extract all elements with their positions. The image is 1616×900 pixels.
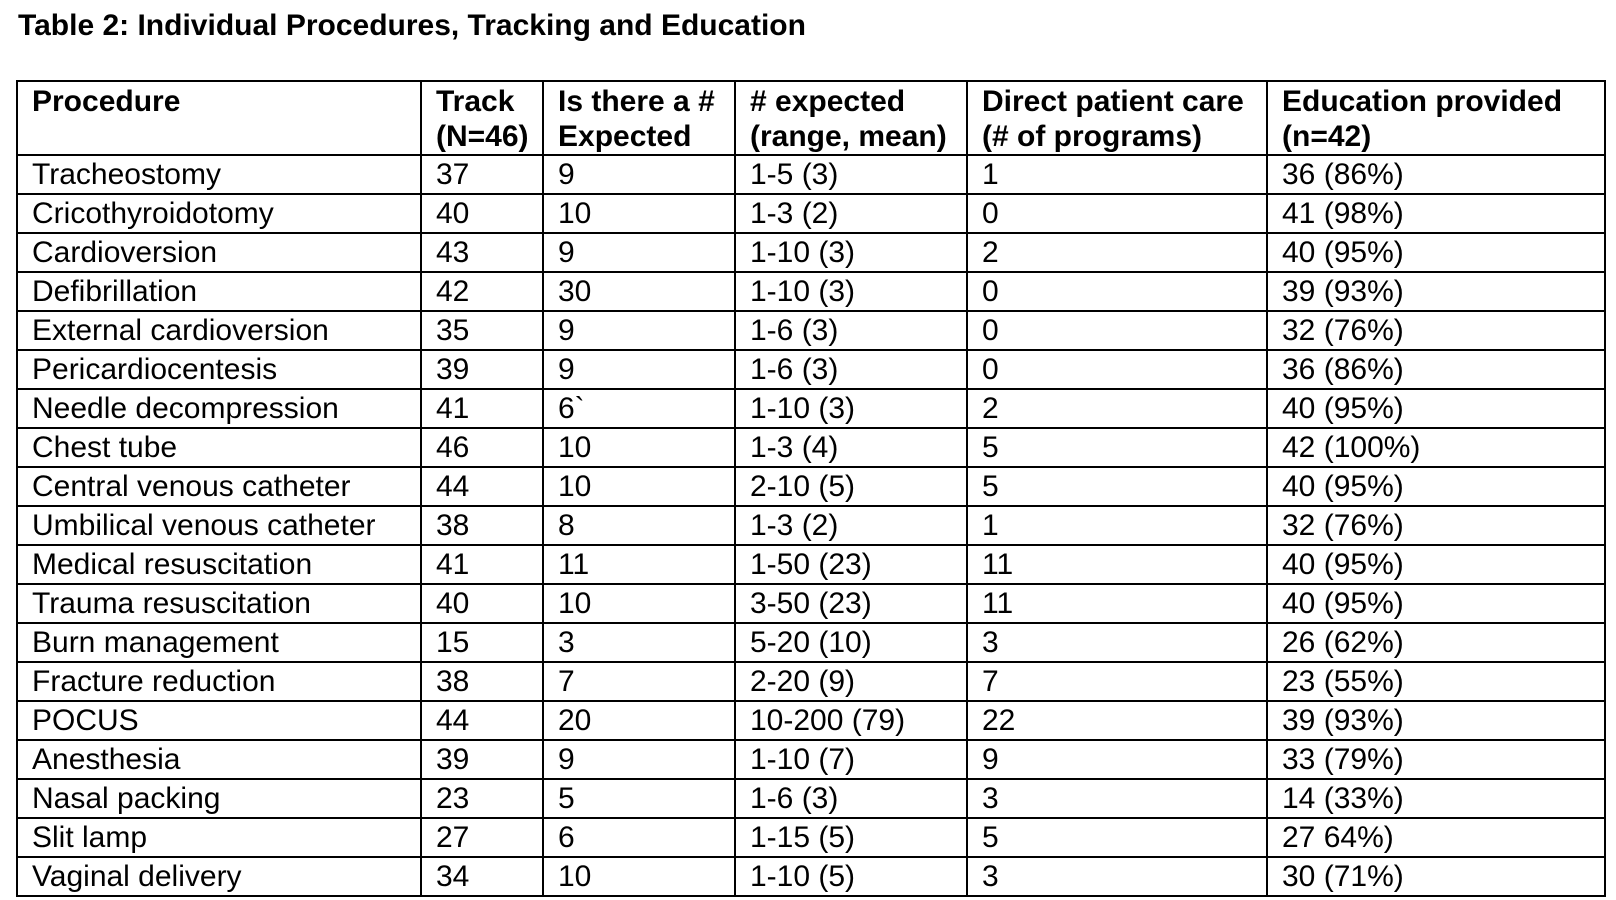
header-line: Procedure <box>32 85 181 118</box>
cell-education-provided: 36 (86%) <box>1267 155 1605 194</box>
cell-num-expected: 1-10 (5) <box>735 857 967 896</box>
cell-education-provided: 26 (62%) <box>1267 623 1605 662</box>
cell-num-expected: 1-3 (2) <box>735 194 967 233</box>
cell-procedure: Defibrillation <box>17 272 421 311</box>
cell-direct-patient-care: 0 <box>967 272 1267 311</box>
header-is-expected <box>543 81 735 155</box>
header-line: Direct patient care <box>982 85 1244 118</box>
table-row <box>17 584 1605 623</box>
header-line: (N=46) <box>436 120 529 153</box>
cell-direct-patient-care: 3 <box>967 857 1267 896</box>
cell-procedure: Trauma resuscitation <box>17 584 421 623</box>
cell-education-provided: 39 (93%) <box>1267 701 1605 740</box>
cell-is-expected: 3 <box>543 623 735 662</box>
cell-is-expected: 10 <box>543 194 735 233</box>
cell-is-expected: 20 <box>543 701 735 740</box>
procedures-table <box>16 80 1606 897</box>
header-row <box>17 81 1605 155</box>
table-row <box>17 779 1605 818</box>
cell-procedure: Fracture reduction <box>17 662 421 701</box>
cell-direct-patient-care: 9 <box>967 740 1267 779</box>
cell-num-expected: 2-20 (9) <box>735 662 967 701</box>
cell-track: 46 <box>421 428 543 467</box>
cell-track: 15 <box>421 623 543 662</box>
cell-num-expected: 1-3 (4) <box>735 428 967 467</box>
cell-num-expected: 1-10 (3) <box>735 272 967 311</box>
cell-track: 41 <box>421 389 543 428</box>
cell-track: 41 <box>421 545 543 584</box>
cell-direct-patient-care: 0 <box>967 311 1267 350</box>
cell-track: 35 <box>421 311 543 350</box>
cell-is-expected: 11 <box>543 545 735 584</box>
cell-education-provided: 41 (98%) <box>1267 194 1605 233</box>
cell-education-provided: 40 (95%) <box>1267 233 1605 272</box>
cell-procedure: Burn management <box>17 623 421 662</box>
cell-is-expected: 10 <box>543 467 735 506</box>
cell-direct-patient-care: 2 <box>967 389 1267 428</box>
cell-track: 44 <box>421 467 543 506</box>
cell-num-expected: 1-6 (3) <box>735 350 967 389</box>
header-line: Is there a # <box>558 85 715 118</box>
cell-track: 40 <box>421 194 543 233</box>
table-row <box>17 311 1605 350</box>
cell-procedure: Cricothyroidotomy <box>17 194 421 233</box>
cell-education-provided: 23 (55%) <box>1267 662 1605 701</box>
cell-direct-patient-care: 1 <box>967 506 1267 545</box>
cell-num-expected: 1-50 (23) <box>735 545 967 584</box>
cell-procedure: Medical resuscitation <box>17 545 421 584</box>
cell-direct-patient-care: 5 <box>967 428 1267 467</box>
cell-track: 44 <box>421 701 543 740</box>
cell-education-provided: 42 (100%) <box>1267 428 1605 467</box>
cell-is-expected: 10 <box>543 857 735 896</box>
table-row <box>17 740 1605 779</box>
cell-procedure: Nasal packing <box>17 779 421 818</box>
cell-education-provided: 40 (95%) <box>1267 545 1605 584</box>
cell-num-expected: 1-15 (5) <box>735 818 967 857</box>
cell-direct-patient-care: 3 <box>967 779 1267 818</box>
header-track <box>421 81 543 155</box>
cell-education-provided: 33 (79%) <box>1267 740 1605 779</box>
cell-procedure: Vaginal delivery <box>17 857 421 896</box>
cell-direct-patient-care: 2 <box>967 233 1267 272</box>
cell-direct-patient-care: 3 <box>967 623 1267 662</box>
table-row <box>17 701 1605 740</box>
cell-is-expected: 30 <box>543 272 735 311</box>
cell-num-expected: 3-50 (23) <box>735 584 967 623</box>
table-row <box>17 428 1605 467</box>
cell-track: 43 <box>421 233 543 272</box>
cell-direct-patient-care: 5 <box>967 818 1267 857</box>
cell-education-provided: 32 (76%) <box>1267 311 1605 350</box>
header-direct-patient-care <box>967 81 1267 155</box>
header-num-expected <box>735 81 967 155</box>
cell-is-expected: 5 <box>543 779 735 818</box>
cell-education-provided: 40 (95%) <box>1267 389 1605 428</box>
cell-education-provided: 36 (86%) <box>1267 350 1605 389</box>
cell-track: 39 <box>421 740 543 779</box>
cell-direct-patient-care: 11 <box>967 584 1267 623</box>
cell-procedure: Cardioversion <box>17 233 421 272</box>
cell-procedure: Tracheostomy <box>17 155 421 194</box>
table-row <box>17 350 1605 389</box>
header-procedure <box>17 81 421 155</box>
table-body <box>17 155 1605 896</box>
cell-education-provided: 14 (33%) <box>1267 779 1605 818</box>
cell-num-expected: 1-10 (3) <box>735 233 967 272</box>
table-row <box>17 545 1605 584</box>
cell-num-expected: 1-6 (3) <box>735 779 967 818</box>
table-row <box>17 857 1605 896</box>
table-row <box>17 272 1605 311</box>
cell-education-provided: 27 64%) <box>1267 818 1605 857</box>
header-line: Track <box>436 85 515 118</box>
cell-track: 38 <box>421 662 543 701</box>
header-line: Education provided <box>1282 85 1563 118</box>
table-header <box>17 81 1605 155</box>
cell-procedure: Anesthesia <box>17 740 421 779</box>
cell-is-expected: 10 <box>543 428 735 467</box>
cell-num-expected: 1-10 (3) <box>735 389 967 428</box>
table-row <box>17 662 1605 701</box>
header-line: Expected <box>558 120 692 153</box>
cell-num-expected: 2-10 (5) <box>735 467 967 506</box>
cell-is-expected: 9 <box>543 155 735 194</box>
cell-is-expected: 9 <box>543 350 735 389</box>
cell-procedure: Umbilical venous catheter <box>17 506 421 545</box>
cell-track: 23 <box>421 779 543 818</box>
cell-is-expected: 8 <box>543 506 735 545</box>
header-line: # expected <box>750 85 906 118</box>
table-row <box>17 818 1605 857</box>
cell-procedure: External cardioversion <box>17 311 421 350</box>
cell-track: 40 <box>421 584 543 623</box>
cell-track: 34 <box>421 857 543 896</box>
table-row <box>17 194 1605 233</box>
cell-procedure: Chest tube <box>17 428 421 467</box>
cell-track: 38 <box>421 506 543 545</box>
cell-direct-patient-care: 11 <box>967 545 1267 584</box>
header-education-provided <box>1267 81 1605 155</box>
cell-num-expected: 1-10 (7) <box>735 740 967 779</box>
table-row <box>17 623 1605 662</box>
cell-is-expected: 10 <box>543 584 735 623</box>
cell-track: 42 <box>421 272 543 311</box>
header-line: (range, mean) <box>750 120 947 153</box>
cell-procedure: Central venous catheter <box>17 467 421 506</box>
cell-is-expected: 9 <box>543 740 735 779</box>
cell-direct-patient-care: 0 <box>967 194 1267 233</box>
page-title: Table 2: Individual Procedures, Tracking and Education <box>18 9 806 42</box>
cell-education-provided: 40 (95%) <box>1267 584 1605 623</box>
table-row <box>17 155 1605 194</box>
header-line: (n=42) <box>1282 120 1372 153</box>
cell-direct-patient-care: 1 <box>967 155 1267 194</box>
cell-education-provided: 30 (71%) <box>1267 857 1605 896</box>
table-row <box>17 506 1605 545</box>
cell-is-expected: 6` <box>543 389 735 428</box>
cell-procedure: POCUS <box>17 701 421 740</box>
cell-direct-patient-care: 0 <box>967 350 1267 389</box>
cell-track: 39 <box>421 350 543 389</box>
cell-education-provided: 32 (76%) <box>1267 506 1605 545</box>
cell-direct-patient-care: 7 <box>967 662 1267 701</box>
table-row <box>17 467 1605 506</box>
cell-education-provided: 39 (93%) <box>1267 272 1605 311</box>
cell-is-expected: 9 <box>543 233 735 272</box>
cell-direct-patient-care: 22 <box>967 701 1267 740</box>
cell-procedure: Pericardiocentesis <box>17 350 421 389</box>
table-row <box>17 389 1605 428</box>
cell-num-expected: 1-3 (2) <box>735 506 967 545</box>
cell-procedure: Needle decompression <box>17 389 421 428</box>
cell-num-expected: 1-6 (3) <box>735 311 967 350</box>
cell-track: 27 <box>421 818 543 857</box>
cell-is-expected: 9 <box>543 311 735 350</box>
cell-is-expected: 7 <box>543 662 735 701</box>
cell-is-expected: 6 <box>543 818 735 857</box>
cell-num-expected: 10-200 (79) <box>735 701 967 740</box>
cell-track: 37 <box>421 155 543 194</box>
cell-num-expected: 5-20 (10) <box>735 623 967 662</box>
cell-procedure: Slit lamp <box>17 818 421 857</box>
cell-education-provided: 40 (95%) <box>1267 467 1605 506</box>
cell-direct-patient-care: 5 <box>967 467 1267 506</box>
header-line: (# of programs) <box>982 120 1203 153</box>
table-row <box>17 233 1605 272</box>
cell-num-expected: 1-5 (3) <box>735 155 967 194</box>
